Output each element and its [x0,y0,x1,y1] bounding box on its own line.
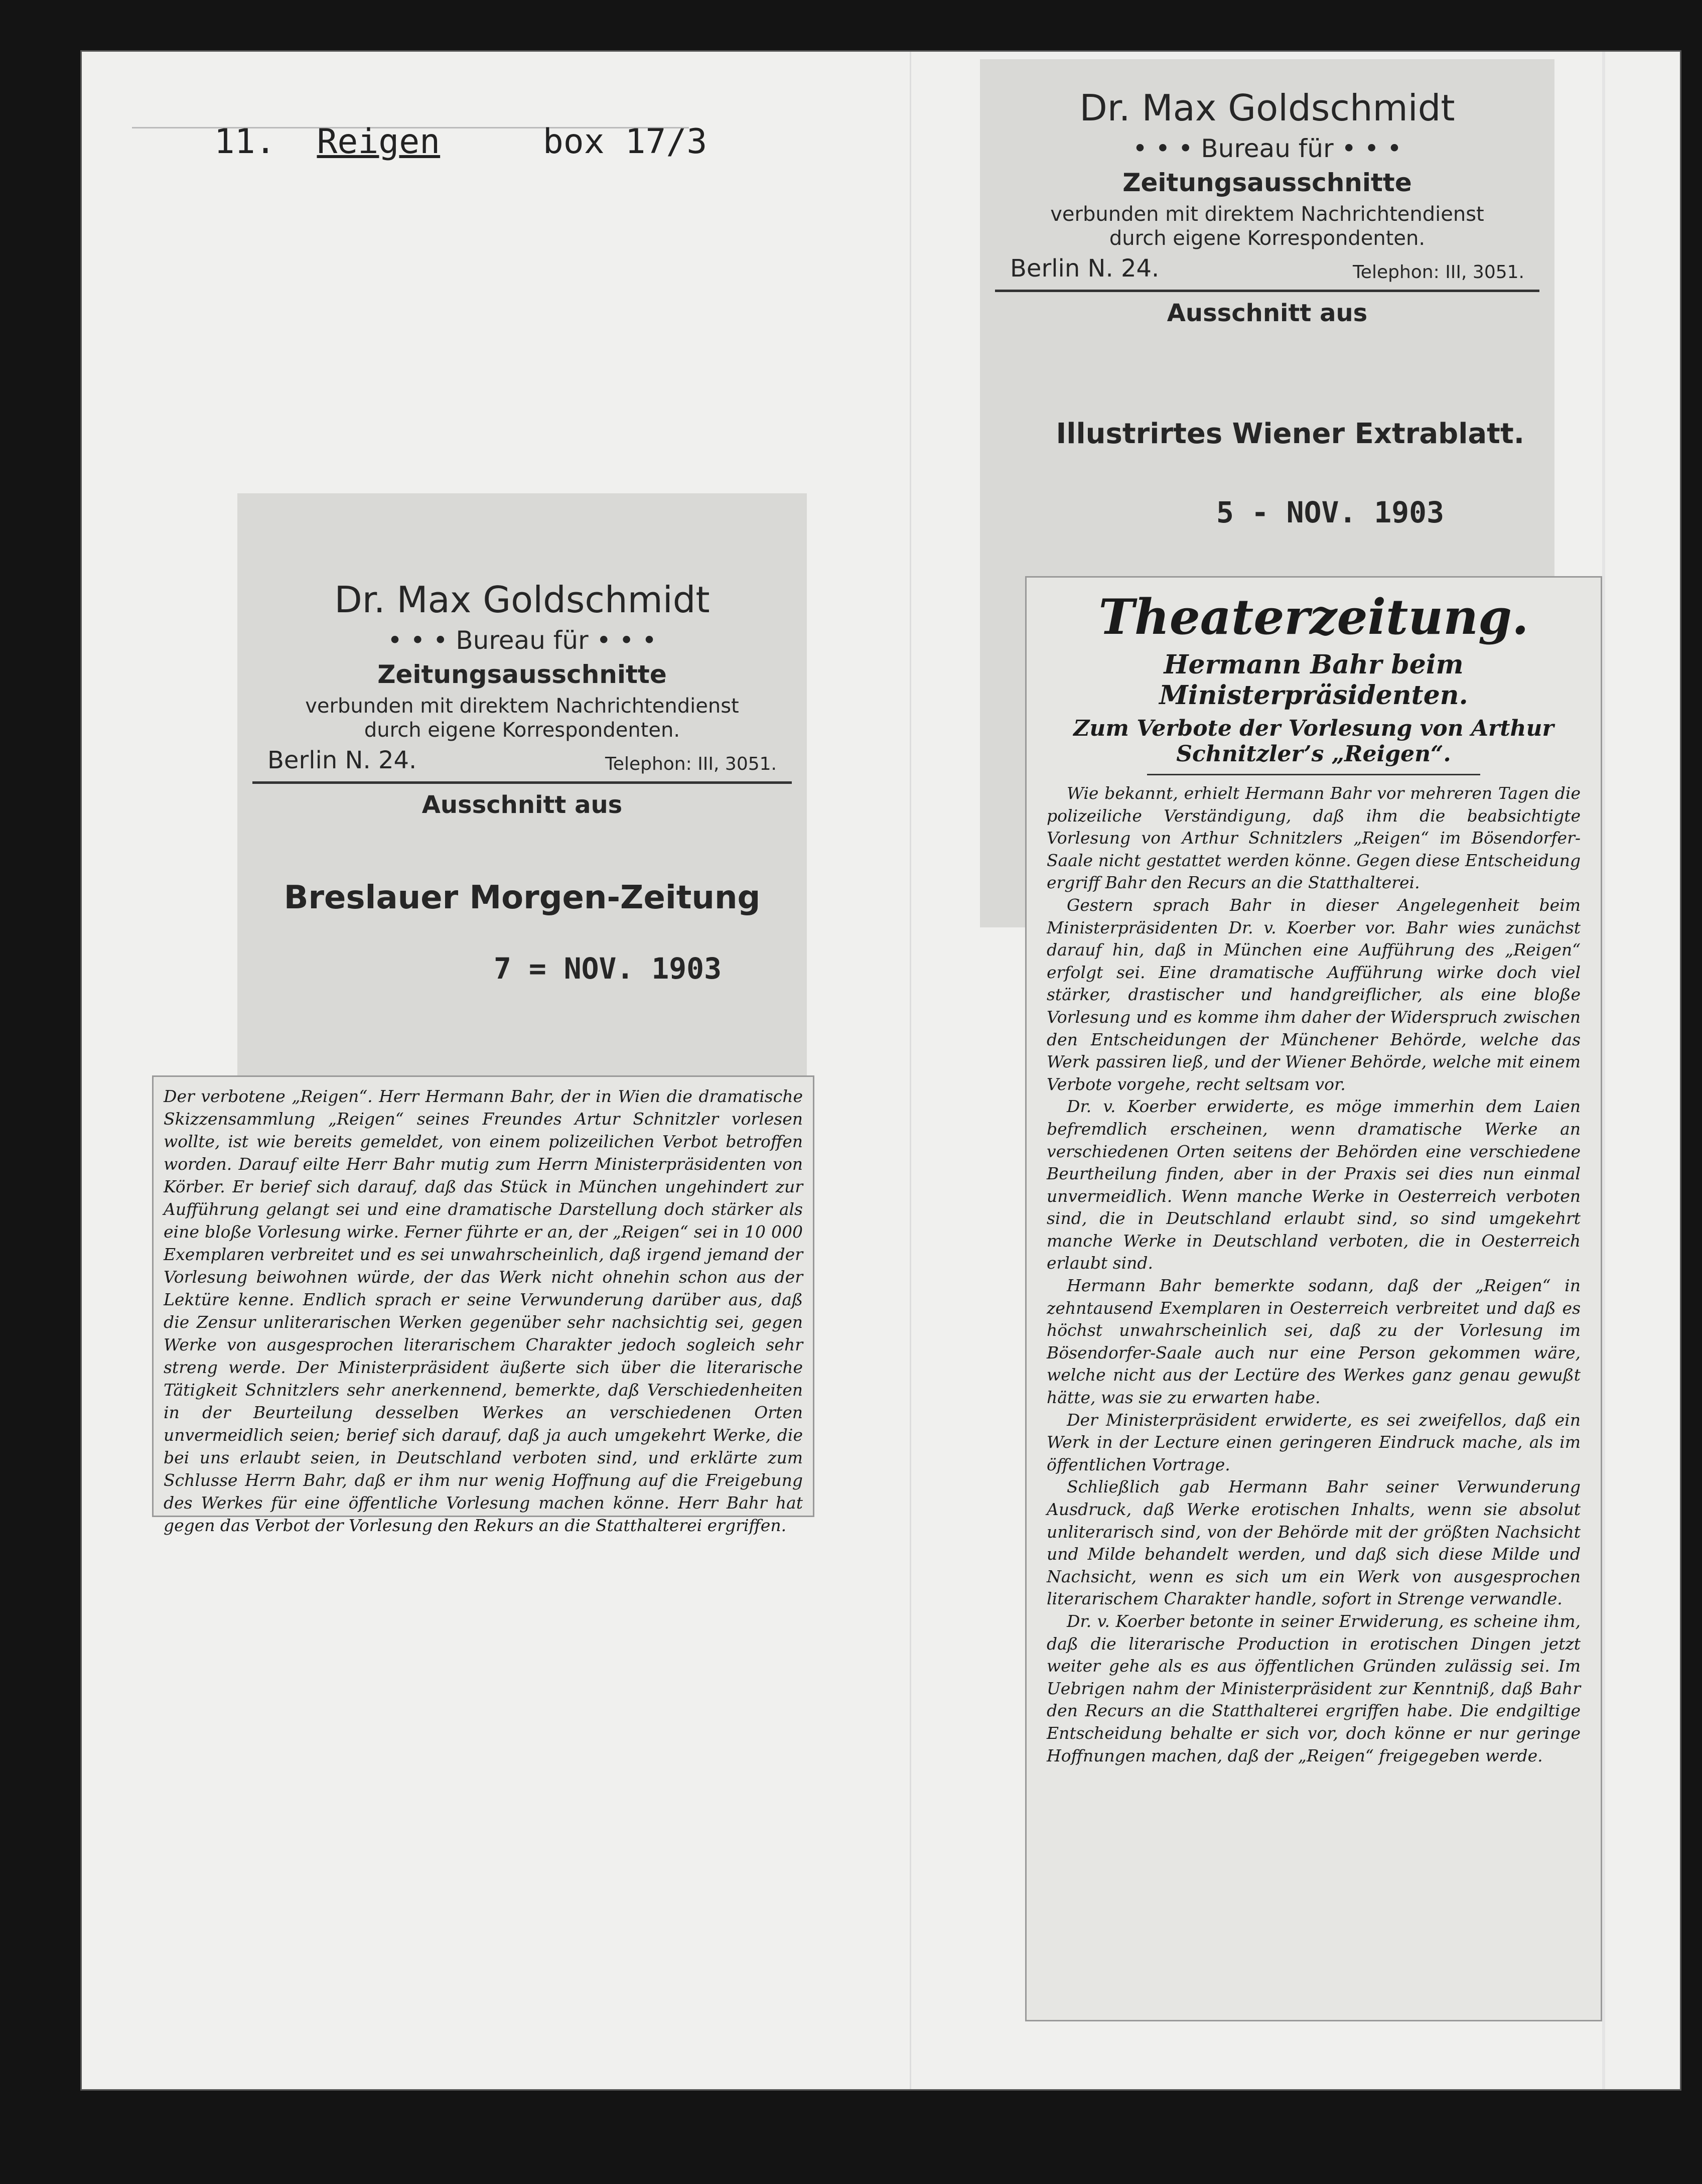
scrapbook-page [80,50,1681,2091]
article-paragraph: Der Ministerpräsident erwiderte, es sei zweifellos, daß ein Werk in der Lecture einen geringeren Eindruck mache, als im öffentlichen Vortrage. [1047,1410,1581,1474]
date-stamp: 5 - NOV. 1903 [1216,495,1444,529]
article-subheadline: Zum Verbote der Vorlesung von Arthur Schnitzler’s „Reigen“. [1073,716,1554,767]
article-body [1047,782,1581,1767]
bureau-description: verbunden mit direktem Nachrichtendienst durch eigene Korrespondenten. [305,695,739,742]
page-header [132,67,707,162]
bureau-telephone: Telephon: III, 3051. [605,754,777,774]
bureau-name: Dr. Max Goldschmidt [334,579,710,621]
newspaper-clipping-left [152,1075,814,1535]
article-paragraph: Wie bekannt, erhielt Hermann Bahr vor mehreren Tagen die polizeiliche Verständigung, daß ihm die beabsichtigte Vorlesung von Arthur Schnitzlers „Reigen“ im Bösendorfer-Saale nicht gestattet werden könne. Gegen diese Entscheidung ergriff Bahr den Recurs an die Statthalterei. [1047,783,1581,893]
fold-line [910,52,911,2089]
bureau-service: Zeitungsausschnitte [1122,168,1412,197]
press-card-left [237,493,807,1111]
clipping-from-label: Ausschnitt aus [1167,299,1368,327]
bureau-address-row [237,746,807,774]
bureau-name: Dr. Max Goldschmidt [1079,87,1455,129]
article-paragraph: Hermann Bahr bemerkte sodann, daß der „Reigen“ in zehntausend Exemplaren in Oesterreich verbreitet und daß es höchst unwahrscheinlich sei, daß zu der Vorlesung im Bösendorfer-Saale auch nur eine Person gekommen wäre, welche nicht aus der Lectüre des Werkes ganz genau gewußt hätte, was sie zu erwarten habe. [1047,1276,1581,1408]
bureau-telephone: Telephon: III, 3051. [1352,262,1524,283]
bureau-subtitle: • • • Bureau für • • • [387,626,657,655]
date-stamp: 7 = NOV. 1903 [494,951,722,986]
page-edge [1602,52,1605,2089]
newspaper-name: Breslauer Morgen-Zeitung [283,879,761,916]
divider [995,290,1539,292]
divider [1147,774,1480,775]
section-heading: Theaterzeitung. [1098,589,1529,645]
article-headline: Hermann Bahr beim Ministerpräsidenten. [1159,649,1468,711]
bureau-address-row [980,254,1554,283]
item-number: 11. [214,122,276,162]
bureau-address: Berlin N. 24. [267,746,417,774]
article-paragraph: Schließlich gab Hermann Bahr seiner Verwunderung Ausdruck, daß Werke erotischen Inhalts, wenn sie absolut unliterarisch sind, von der Behörde mit der größten Nachsicht und Milde behandelt werden, und daß sich diese Milde und Nachsicht, wenn es sich um ein Werk von ausgesprochen literarischem Charakter handle, sofort in Strenge verwandle. [1047,1477,1581,1609]
article-paragraph: Dr. v. Koerber erwiderte, es möge immerhin dem Laien befremdlich erscheinen, wenn dramatische Werke an verschiedenen Orten seitens der Behörden eine verschiedene Beurtheilung finden, aber in der Praxis sei dies nun einmal unvermeidlich. Wenn manche Werke in Oesterreich verboten sind, die in Deutschland erlaubt sind, so sind umgekehrt manche Werke in Deutschland verboten, die in Oesterreich erlaubt sind. [1047,1097,1581,1273]
bureau-description: verbunden mit direktem Nachrichtendienst durch eigene Korrespondenten. [1050,203,1484,250]
clipping-from-label: Ausschnitt aus [421,791,623,819]
bureau-service: Zeitungsausschnitte [377,660,667,689]
item-title: Reigen [317,122,441,162]
divider [252,781,792,784]
article-paragraph: Dr. v. Koerber betonte in seiner Erwiderung, es scheine ihm, daß die literarische Production in erotischen Dingen jetzt weiter gehe als es aus öffentlichen Gründen zulässig sei. Im Uebrigen nahm der Ministerpräsident zur Kenntniß, daß Bahr den Recurs an die Statthalterei ergriffen habe. Die endgiltige Entscheidung behalte er sich vor, doch könne er nur geringe Hoffnungen machen, daß der „Reigen“ freigegeben werde. [1047,1611,1581,1765]
newspaper-name: Illustrirtes Wiener Extrablatt. [1056,418,1524,450]
clipping-text: Der verbotene „Reigen“. Herr Hermann Bahr, der in Wien die dramatische Skizzensammlung „Reigen“ seines Freundes Artur Schnitzler vorlesen wollte, ist wie bereits gemeldet, von einem polizeilichen Verbot betroffen worden. Darauf eilte Herr Bahr mutig zum Herrn Ministerpräsidenten von Körber. Er berief sich darauf, daß das Stück in München ungehindert zur Aufführung gelangt sei und eine dramatische Darstellung doch stärker als eine bloße Vorlesung wirke. Ferner führte er an, der „Reigen“ sei in 10 000 Exemplaren verbreitet und es sei unwahrscheinlich, daß irgend jemand der Vorlesung beiwohnen würde, der das Werk nicht ohnehin schon aus der Lektüre kenne. Endlich sprach er seine Verwunderung darüber aus, daß die Zensur unliterarischen Werken gegenüber sehr nachsichtig sei, gegen Werke von ausgesprochen literarischem Charakter jedoch sogleich sehr streng werde. Der Ministerpräsident äußerte sich über die literarische Tätigkeit Schnitzlers sehr anerkennend, bemerkte, daß Verschiedenheiten in der Beurteilung desselben Werkes an verschiedenen Orten unvermeidlich seien; berief sich darauf, daß ja auch umgekehrt Werke, die bei uns erlaubt seien, in Deutschland verboten sind, und erklärte zum Schlusse Herrn Bahr, daß er ihm nur wenig Hoffnung auf die Freigebung des Werkes für eine öffentliche Vorlesung machen könne. Herr Bahr hat gegen das Verbot der Vorlesung den Rekurs an die Statthalterei ergriffen. [164,1086,803,1535]
newspaper-clipping-right [1025,576,1602,2021]
box-label: box 17/3 [542,122,707,162]
article-paragraph: Gestern sprach Bahr in dieser Angelegenheit beim Ministerpräsidenten Dr. v. Koerber vor. Bahr wies zunächst darauf hin, daß in München eine Aufführung des „Reigen“ erfolgt sei. Eine dramatische Aufführung wirke doch viel stärker, drastischer und handgreiflicher, als eine bloße Vorlesung und es komme ihm daher der Widerspruch zwischen den Entscheidungen der Münchener Behörde, welche das Werk passiren ließ, und der Wiener Behörde, welche mit einem Verbote vorgehe, recht seltsam vor. [1047,895,1581,1094]
bureau-address: Berlin N. 24. [1010,254,1160,283]
bureau-subtitle: • • • Bureau für • • • [1132,134,1402,163]
